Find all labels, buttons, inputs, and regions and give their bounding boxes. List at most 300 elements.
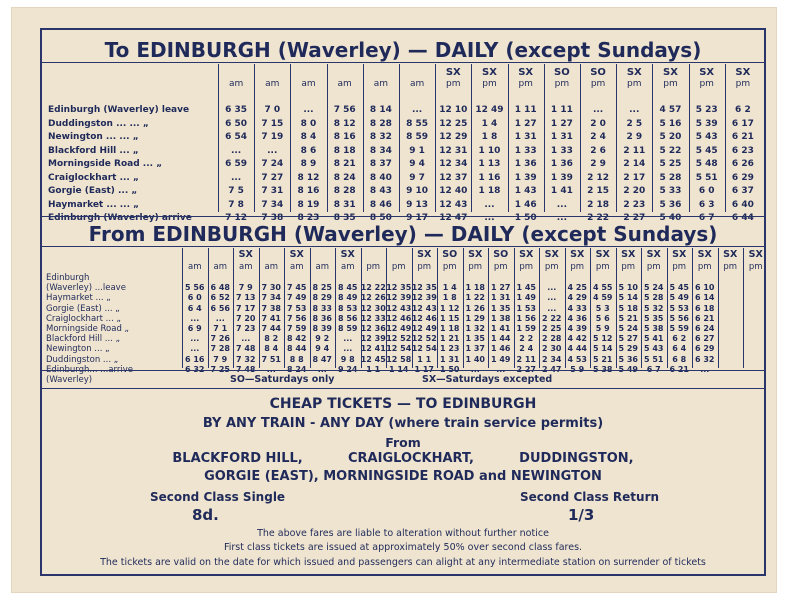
time-cell: 1 13 [478, 159, 501, 169]
station-name: Haymarket ... ... „ [48, 199, 140, 210]
station-name: Craiglockhart ... „ [46, 313, 121, 324]
column-period: am [341, 262, 355, 272]
column-code: SX [519, 249, 534, 260]
column-period: pm [391, 262, 406, 272]
time-cell: 1 26 [465, 303, 485, 313]
time-cell: 9 24 [338, 364, 358, 374]
column-period: am [337, 79, 352, 89]
column-period: am [315, 262, 329, 272]
time-cell: 8 0 [300, 118, 317, 129]
column-code: SO [590, 67, 606, 78]
time-cell: 5 29 [618, 344, 638, 354]
station-name: Gorgie (East) ... „ [46, 303, 120, 314]
time-cell: 9 1 [409, 145, 425, 156]
return-fare-price: 1/3 [568, 506, 595, 524]
column-period: pm [663, 79, 678, 89]
column-period: pm [590, 79, 606, 89]
time-cell: 6 9 [187, 324, 202, 333]
column-code: SX [340, 249, 355, 260]
time-cell: ... [190, 344, 200, 354]
time-cell: 8 24 [287, 364, 307, 374]
time-cell: 1 56 [516, 313, 536, 323]
time-cell: 9 10 [406, 186, 429, 196]
time-cell: 6 59 [225, 159, 248, 169]
time-cell: 6 7 [698, 213, 715, 223]
time-cell: 5 45 [695, 145, 718, 156]
time-cell: 8 42 [287, 334, 307, 344]
time-cell: 5 27 [618, 334, 638, 344]
divider [42, 216, 764, 217]
time-cell: 12 45 [360, 354, 386, 364]
column-code: SX [723, 249, 738, 260]
time-cell: 7 9 [213, 354, 228, 364]
station-name: (Waverley) [46, 375, 93, 385]
time-cell: 1 36 [550, 159, 573, 169]
station-name: Blackford Hill ... „ [46, 334, 121, 345]
time-cell: ... [556, 199, 568, 210]
station-name: Morningside Road „ [46, 324, 129, 334]
time-cell: ... [592, 105, 604, 115]
time-cell: 8 2 [264, 334, 279, 344]
time-cell: 1 10 [478, 145, 501, 156]
time-cell: 6 52 [210, 293, 230, 303]
column-period: pm [518, 79, 533, 89]
time-cell: 2 4 [590, 132, 606, 142]
time-cell: 1 53 [516, 303, 536, 313]
time-cell: 6 3 [698, 199, 715, 210]
time-cell: 7 45 [287, 283, 307, 293]
time-cell: ... [303, 105, 314, 115]
column-code: SX [663, 67, 678, 78]
time-cell: 1 31 [514, 132, 537, 142]
time-cell: 6 4 [187, 303, 202, 313]
column-period: am [239, 262, 253, 272]
time-cell: 2 4 [519, 344, 534, 354]
time-cell: 1 49 [491, 354, 511, 364]
time-cell: 8 36 [312, 313, 332, 323]
cheap-tickets-heading: CHEAP TICKETS — TO EDINBURGH [269, 396, 537, 412]
time-cell: 12 40 [439, 186, 468, 196]
time-cell: 6 32 [185, 364, 205, 374]
time-cell: 12 22 [360, 283, 386, 293]
time-cell: 6 17 [731, 118, 754, 129]
column-period: am [264, 262, 278, 272]
time-cell: 1 4 [442, 283, 457, 293]
time-cell: 8 12 [333, 118, 356, 129]
time-cell: 12 43 [411, 303, 437, 313]
column-period: pm [570, 262, 585, 272]
time-cell: ... [266, 364, 276, 374]
time-cell: 5 51 [644, 354, 664, 364]
time-cell: 8 32 [369, 132, 392, 142]
time-cell: 5 40 [659, 213, 682, 223]
column-code: SO [554, 67, 570, 78]
time-cell: 12 39 [386, 293, 412, 303]
time-cell: 7 34 [261, 199, 284, 210]
time-cell: 8 34 [369, 145, 392, 156]
time-cell: 5 28 [644, 293, 664, 303]
time-cell: 7 17 [236, 303, 256, 313]
time-cell: 5 38 [644, 324, 664, 333]
time-cell: 7 41 [261, 313, 281, 323]
time-cell: 7 32 [236, 354, 256, 364]
time-cell: ... [484, 213, 495, 223]
time-cell: 8 43 [369, 186, 392, 196]
time-cell: 1 15 [440, 313, 460, 323]
time-cell: 8 44 [287, 344, 307, 354]
time-cell: 6 21 [731, 132, 754, 142]
time-cell: 5 14 [618, 293, 638, 303]
time-cell: 8 4 [300, 132, 317, 142]
time-cell: 2 6 [590, 145, 606, 156]
time-cell: 12 34 [439, 159, 468, 169]
time-cell: 9 17 [406, 213, 429, 223]
time-cell: 12 36 [360, 324, 386, 333]
column-period: pm [627, 79, 642, 89]
time-cell: 1 16 [478, 172, 501, 183]
time-cell: 6 4 [672, 344, 687, 354]
column-code: SX [646, 249, 661, 260]
time-cell: 2 30 [542, 344, 562, 354]
time-cell: 1 35 [491, 303, 511, 313]
column-code: SX [289, 249, 304, 260]
time-cell: 7 1 [213, 324, 228, 333]
time-cell: ... [700, 364, 710, 374]
time-cell: 2 34 [542, 354, 562, 364]
column-code: SX [621, 249, 636, 260]
time-cell: 5 41 [644, 334, 664, 344]
time-cell: 2 47 [542, 364, 562, 374]
time-cell: 1 4 [481, 118, 498, 129]
divider [42, 388, 764, 389]
time-cell: 12 49 [475, 105, 504, 115]
column-code: SX [238, 249, 253, 260]
column-period: am [290, 262, 304, 272]
time-cell: 12 33 [360, 313, 386, 323]
time-cell: 8 6 [300, 145, 317, 156]
time-cell: 1 41 [550, 186, 573, 196]
time-cell: 1 33 [514, 145, 537, 156]
time-cell: 7 0 [264, 105, 281, 115]
time-cell: 12 25 [439, 118, 468, 129]
column-period: pm [723, 262, 738, 272]
single-fare-price: 8d. [192, 506, 219, 524]
time-cell: 7 12 [225, 213, 248, 223]
cheap-tickets-stations-line1: BLACKFORD HILL, CRAIGLOCKHART, DUDDINGSTON, [172, 451, 634, 466]
time-cell: 12 43 [439, 199, 468, 210]
time-cell: 12 54 [411, 344, 437, 354]
station-name: Blackford Hill ... „ [48, 145, 139, 156]
time-cell: 5 35 [644, 313, 664, 323]
column-code: SX [748, 249, 763, 260]
time-cell: 2 20 [623, 186, 646, 196]
time-cell: 1 38 [491, 313, 511, 323]
time-cell: ... [484, 199, 495, 210]
station-name: Morningside Road ... „ [48, 159, 163, 169]
time-cell: ... [496, 364, 506, 374]
column-code: SX [468, 249, 483, 260]
time-cell: ... [411, 105, 423, 115]
column-period: pm [417, 262, 432, 272]
time-cell: 12 29 [439, 132, 468, 142]
time-cell: 9 8 [340, 354, 355, 364]
time-cell: 1 29 [465, 313, 485, 323]
time-cell: 4 33 [567, 303, 587, 313]
fare-note-validity: The tickets are valid on the date for which issued and passengers can alight at any intermediate station on surrender of tickets [100, 557, 706, 568]
time-cell: ... [215, 313, 225, 323]
station-name: Duddingston ... „ [46, 354, 119, 365]
time-cell: 12 30 [360, 303, 386, 313]
time-cell: 1 22 [465, 293, 485, 303]
time-cell: 1 14 [389, 364, 409, 374]
time-cell: 7 9 [238, 283, 253, 293]
column-period: am [228, 79, 244, 89]
time-cell: 8 21 [333, 159, 356, 169]
time-cell: 5 39 [695, 118, 718, 129]
column-period: pm [446, 79, 461, 89]
time-cell: 4 55 [593, 283, 613, 293]
time-cell: ... [230, 172, 242, 183]
time-cell: 5 21 [618, 313, 638, 323]
time-cell: 7 51 [261, 354, 281, 364]
time-cell: 6 10 [695, 283, 715, 293]
time-cell: ... [547, 293, 557, 303]
time-cell: 6 27 [695, 334, 715, 344]
time-cell: 1 11 [514, 105, 537, 115]
time-cell: 1 23 [440, 344, 460, 354]
time-cell: 5 32 [644, 303, 664, 313]
column-code: SX [697, 249, 712, 260]
time-cell: 8 28 [333, 186, 356, 196]
time-cell: 6 50 [225, 118, 248, 129]
time-cell: 12 49 [386, 324, 412, 333]
time-cell: ... [547, 303, 557, 313]
time-cell: 7 38 [261, 303, 281, 313]
time-cell: 5 38 [593, 364, 613, 374]
time-cell: 4 29 [567, 293, 587, 303]
time-cell: 5 48 [695, 159, 718, 169]
time-cell: 6 23 [731, 145, 754, 156]
column-code: SX [518, 67, 534, 78]
time-cell: 8 39 [312, 324, 332, 333]
column-period: pm [735, 79, 751, 89]
time-cell: 7 38 [261, 213, 284, 223]
time-cell: 7 44 [261, 324, 281, 333]
column-period: am [188, 262, 202, 272]
time-cell: 8 45 [338, 283, 358, 293]
time-cell: 2 23 [623, 199, 646, 210]
time-cell: 12 47 [439, 213, 468, 223]
time-cell: 2 5 [626, 118, 643, 129]
time-cell: 2 17 [623, 172, 646, 183]
time-cell: 1 1 [366, 364, 381, 374]
time-cell: 1 50 [440, 364, 460, 374]
time-cell: 5 9 [595, 324, 610, 333]
legend-so: SO—Saturdays only [230, 374, 335, 385]
time-cell: 4 44 [567, 344, 587, 354]
time-cell: 6 32 [695, 354, 715, 364]
time-cell: 12 54 [386, 344, 412, 354]
time-cell: 8 8 [289, 354, 304, 364]
time-cell: 9 13 [406, 199, 429, 210]
time-cell: 8 14 [369, 105, 392, 115]
time-cell: 7 48 [236, 364, 256, 374]
time-cell: 1 31 [491, 293, 511, 303]
time-cell: 12 46 [411, 313, 437, 323]
time-cell: 5 6 [595, 313, 610, 323]
time-cell: 2 11 [623, 145, 646, 156]
time-cell: 1 11 [550, 105, 573, 115]
time-cell: 12 35 [411, 283, 437, 293]
time-cell: 5 16 [659, 118, 682, 129]
time-cell: 6 21 [695, 313, 715, 323]
time-cell: 2 22 [587, 213, 610, 223]
time-cell: ... [190, 313, 200, 323]
column-period: pm [595, 262, 610, 272]
time-cell: 8 16 [297, 186, 320, 196]
time-cell: 6 40 [731, 199, 754, 210]
station-name: Edinburgh... ...arrive [46, 364, 134, 375]
time-cell: 2 27 [623, 213, 646, 223]
time-cell: 12 43 [386, 303, 412, 313]
time-cell: 1 21 [440, 334, 460, 344]
time-cell: 12 10 [439, 105, 468, 115]
time-cell: ... [556, 213, 568, 223]
time-cell: 2 25 [542, 324, 562, 333]
time-cell: 5 21 [593, 354, 613, 364]
time-cell: 8 55 [406, 118, 429, 129]
time-cell: 1 31 [550, 132, 573, 142]
time-cell: 9 2 [315, 334, 330, 344]
time-cell: 5 36 [618, 354, 638, 364]
time-cell: 1 43 [514, 186, 537, 196]
time-cell: 6 8 [672, 354, 687, 364]
station-name: Haymarket ... „ [46, 293, 111, 304]
time-cell: 4 42 [567, 334, 587, 344]
time-cell: 7 59 [287, 324, 307, 333]
time-cell: 12 46 [386, 313, 412, 323]
column-code: SX [595, 249, 610, 260]
time-cell: 7 49 [287, 293, 307, 303]
legend-sx: SX—Saturdays excepted [422, 374, 553, 385]
time-cell: 7 34 [261, 293, 281, 303]
time-cell: 5 22 [659, 145, 682, 156]
time-cell: 8 4 [264, 344, 279, 354]
time-cell: 2 9 [590, 159, 606, 169]
time-cell: 8 40 [369, 172, 392, 183]
time-cell: 1 31 [440, 354, 460, 364]
time-cell: 2 2 [519, 334, 534, 344]
time-cell: 2 14 [623, 159, 646, 169]
time-cell: 8 16 [333, 132, 356, 142]
time-cell: 7 56 [333, 105, 356, 115]
time-cell: 1 49 [516, 293, 536, 303]
time-cell: 6 18 [695, 303, 715, 313]
time-cell: 12 31 [439, 145, 468, 156]
column-period: am [213, 262, 227, 272]
column-period: pm [697, 262, 712, 272]
time-cell: 7 30 [261, 283, 281, 293]
column-period: pm [672, 262, 687, 272]
column-code: SX [570, 249, 585, 260]
column-code: SX [544, 249, 559, 260]
cheap-tickets-from: From [385, 435, 421, 450]
time-cell: 7 24 [261, 159, 284, 169]
time-cell: 1 27 [514, 118, 537, 129]
time-cell: 12 41 [360, 344, 386, 354]
time-cell: ... [267, 145, 278, 156]
time-cell: 8 59 [406, 132, 429, 142]
station-name: Gorgie (East) ... „ [48, 186, 138, 196]
time-cell: 1 27 [491, 283, 511, 293]
time-cell: 8 25 [312, 283, 332, 293]
time-cell: 5 51 [695, 172, 718, 183]
time-cell: 8 28 [369, 118, 392, 129]
time-cell: 8 50 [369, 213, 392, 223]
time-cell: 4 53 [567, 354, 587, 364]
time-cell: 8 23 [297, 213, 320, 223]
column-period: am [409, 79, 425, 89]
time-cell: 7 48 [236, 344, 256, 354]
column-period: pm [646, 262, 661, 272]
time-cell: 1 40 [465, 354, 485, 364]
time-cell: 5 56 [185, 283, 205, 293]
time-cell: 6 0 [187, 293, 202, 303]
column-divider [718, 248, 719, 368]
fare-note-alteration: The above fares are liable to alteration without further notice [257, 528, 549, 539]
time-cell: 8 46 [369, 199, 392, 210]
time-cell: 1 45 [516, 283, 536, 293]
time-cell: 7 56 [287, 313, 307, 323]
time-cell: 6 24 [695, 324, 715, 333]
return-fare-label: Second Class Return [520, 490, 660, 504]
time-cell: 7 20 [236, 313, 256, 323]
time-cell: 5 49 [669, 293, 689, 303]
station-name: Duddingston ... ... „ [48, 118, 149, 129]
column-period: am [265, 79, 280, 89]
time-cell: 2 15 [587, 186, 610, 196]
time-cell: 5 20 [659, 132, 682, 142]
time-cell: 6 56 [210, 303, 230, 313]
time-cell: 12 35 [386, 283, 412, 293]
time-cell: 6 48 [210, 283, 230, 293]
time-cell: 5 10 [618, 283, 638, 293]
time-cell: 5 43 [695, 132, 718, 142]
time-cell: ... [230, 145, 242, 156]
station-name: Edinburgh (Waverley) arrive [48, 213, 192, 223]
time-cell: 2 12 [587, 172, 610, 183]
time-cell: 1 39 [514, 172, 537, 183]
time-cell: 1 39 [550, 172, 573, 183]
cheap-tickets-stations-line2: GORGIE (EAST), MORNINGSIDE ROAD and NEWINGTON [204, 469, 602, 484]
time-cell: 1 44 [491, 334, 511, 344]
time-cell: 6 29 [731, 172, 754, 183]
time-cell: 1 12 [440, 303, 460, 313]
time-cell: 5 36 [659, 199, 682, 210]
station-name: Craiglockhart ... „ [48, 172, 139, 183]
time-cell: 5 18 [618, 303, 638, 313]
single-fare-label: Second Class Single [150, 490, 286, 504]
time-cell: 1 36 [514, 159, 537, 169]
time-cell: 7 15 [261, 118, 284, 129]
column-period: pm [699, 79, 714, 89]
time-cell: 6 29 [695, 344, 715, 354]
column-code: SX [417, 249, 432, 260]
time-cell: 8 19 [297, 199, 320, 210]
time-cell: 6 2 [672, 334, 687, 344]
time-cell: 2 27 [516, 364, 536, 374]
time-cell: 9 4 [315, 344, 330, 354]
